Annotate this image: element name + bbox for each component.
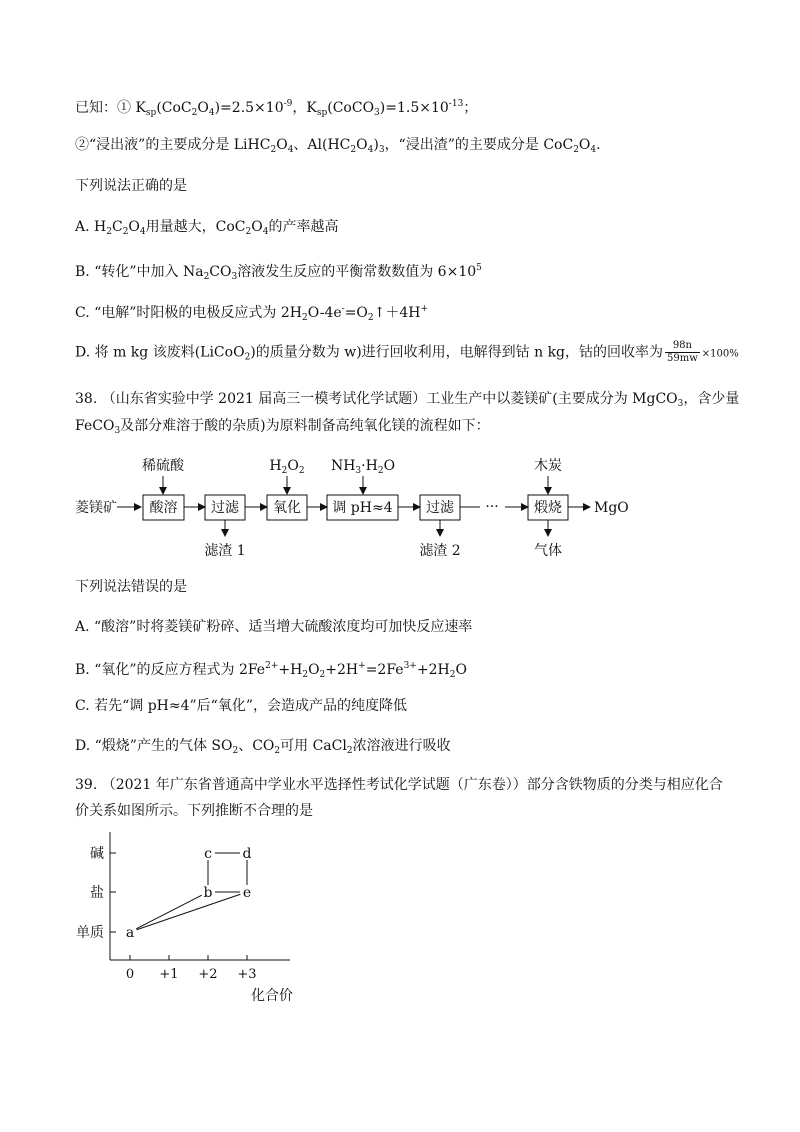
q38-option-d: D. “煅烧”产生的气体 $SO_2$、$CO_2$可用 CaCl$_2$浓溶液进行吸收 (75, 738, 451, 756)
q38-stem-line-2: FeCO$_3$及部分难溶于酸的杂质)为原料制备高纯氧化镁的流程如下： (75, 418, 490, 436)
gas-label: 气体 (534, 543, 562, 559)
x-tick-label: +3 (237, 967, 257, 982)
point-c: c (204, 846, 212, 862)
reagent-ammonia-label: $NH_3\cdot H_2O$ (330, 458, 396, 476)
q38-prompt: 下列说法错误的是 (75, 579, 187, 595)
q38-option-b: B. “氧化”的反应方程式为 $2Fe^{2+}+H_2O_2+2H^+=2Fe^{3+}+2H_2O$ (75, 661, 467, 680)
reagent-acid-label: 稀硫酸 (142, 458, 184, 474)
known-condition-2: ②“浸出液”的主要成分是 $LiHC_2O_4$、$Al(HC_2O_4)_3$，“浸出渣”的主要成分是 $CoC_2O_4$. (75, 137, 601, 155)
step-label: 过滤 (211, 500, 239, 516)
reagent-h2o2-label: $H_2O_2$ (269, 458, 305, 476)
q38-stem-line-1: 38. （山东省实验中学 2021 届高三一模考试化学试题）工业生产中以菱镁矿(主要成分为 MgCO$_3$，含少量 (75, 391, 740, 409)
x-tick-label: +1 (159, 967, 179, 982)
x-axis-label: 化合价 (251, 988, 293, 1004)
point-b: b (203, 885, 213, 901)
q37-option-d: D. 将 m kg 该废料(LiCoO$_2$)的质量分数为 w)进行回收利用，电解得到钴 n kg，钴的回收率为 $\frac{98n}{59mw}$ ×100% (75, 340, 739, 364)
raw-material-label: 菱镁矿 (75, 500, 117, 516)
q37-option-b: B. “转化”中加入 $Na_2CO_3$溶液发生反应的平衡常数数值为 $6\times 10^5$ (75, 263, 482, 282)
step-label: 煅烧 (534, 500, 562, 516)
point-d: d (242, 846, 252, 862)
known-condition-1: 已知：① $K_{sp}(CoC_2O_4)=2.5\times 10^{-9}$，$K_{sp}(CoCO_3)=1.5\times 10^{-13}$； (75, 99, 478, 118)
iron-valence-chart (0, 820, 800, 1010)
ellipsis-label: ··· (485, 499, 499, 515)
q38-option-c: C. 若先“调 pH≈4”后“氧化”，会造成产品的纯度降低 (75, 698, 407, 714)
y-tick-label: 单质 (76, 925, 104, 941)
q39-stem-line-1: 39. （2021 年广东省普通高中学业水平选择性考试化学试题（广东卷））部分含铁物质的分类与相应化合 (75, 777, 723, 793)
q37-option-a: A. $H_2C_2O_4$用量越大，$CoC_2O_4$的产率越高 (75, 219, 339, 237)
reagent-carbon-label: 木炭 (534, 458, 562, 474)
point-a: a (125, 925, 135, 941)
x-tick-label: 0 (125, 967, 135, 982)
link-a-e (137, 894, 241, 929)
link-a-b (136, 895, 202, 929)
q37-prompt: 下列说法正确的是 (75, 178, 187, 194)
product-label: MgO (594, 500, 629, 516)
point-e: e (242, 885, 252, 901)
process-flow-diagram (0, 440, 800, 570)
y-tick-label: 盐 (90, 885, 104, 901)
q39-stem-line-2: 价关系如图所示。下列推断不合理的是 (75, 803, 313, 819)
q38-option-a: A. “酸溶”时将菱镁矿粉碎、适当增大硫酸浓度均可加快反应速率 (75, 619, 473, 635)
y-tick-label: 碱 (90, 846, 104, 862)
residue-1-label: 滤渣 1 (204, 543, 246, 559)
step-label: 酸溶 (149, 500, 178, 516)
step-label: 调 pH≈4 (332, 500, 393, 516)
step-label: 过滤 (426, 500, 454, 516)
step-label: 氧化 (273, 500, 301, 516)
x-tick-label: +2 (198, 967, 218, 982)
q37-option-c: C. “电解”时阳极的电极反应式为 $2H_2O-4e^-=O_2↑+4H^+$ (75, 304, 429, 323)
residue-2-label: 滤渣 2 (419, 543, 461, 559)
recovery-rate-fraction: $\frac{98n}{59mw}$ (667, 340, 698, 364)
